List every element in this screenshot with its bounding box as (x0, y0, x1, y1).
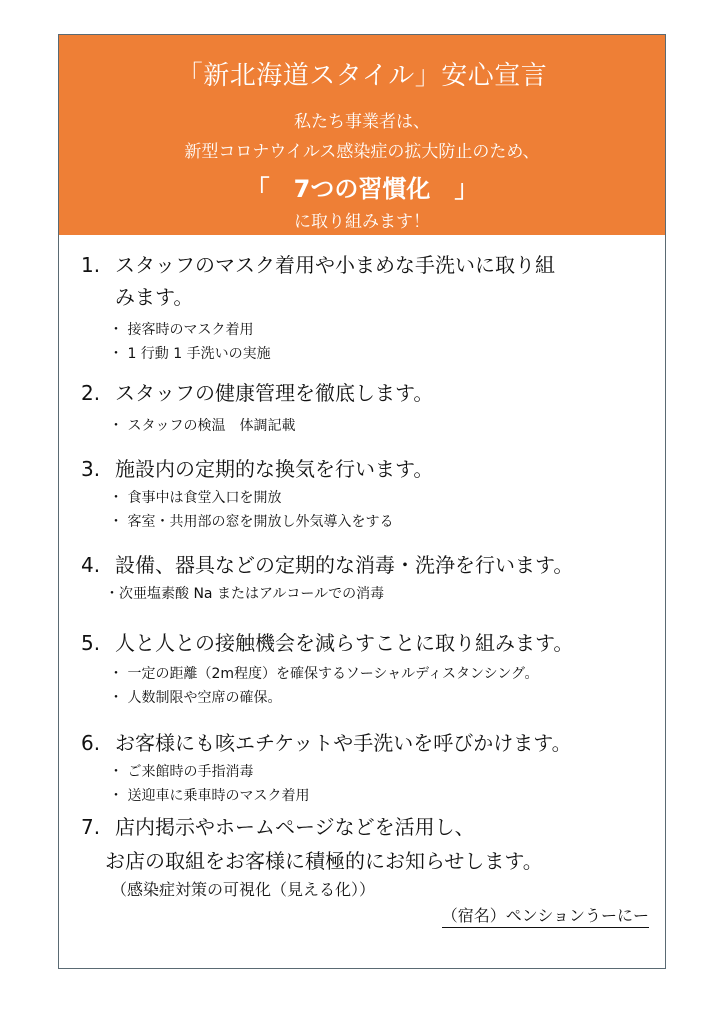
intro-line-2: 新型コロナウイルス感染症の拡大防止のため、 (184, 142, 540, 162)
habit-2-bullet-1: ・ スタッフの検温 体調記載 (109, 418, 296, 434)
habit-1-title (81, 249, 555, 278)
habit-number: 6. (81, 731, 101, 755)
habit-1-continuation: みます。 (115, 285, 194, 309)
habit-4-title (81, 549, 573, 578)
intro-line-4: に取り組みます！ (294, 212, 430, 232)
habit-2-title (81, 377, 433, 406)
habit-number: 3. (81, 457, 101, 481)
habit-1-bullet-1: ・ 接客時のマスク着用 (109, 322, 254, 338)
habit-number: 5. (81, 631, 101, 655)
habit-5-bullet-2: ・ 人数制限や空席の確保。 (109, 690, 282, 706)
habit-6-title (81, 727, 572, 756)
habit-3-bullet-2: ・ 客室・共用部の窓を開放し外気導入をする (109, 514, 394, 530)
habit-7-title (81, 811, 475, 840)
seven-habits-heading: 「 7つの習慣化 」 (245, 175, 479, 203)
habit-number: 7. (81, 815, 101, 839)
habit-text: 設備、器具などの定期的な消毒・洗浄を行います。 (115, 553, 574, 577)
header-banner (59, 35, 665, 235)
habit-text: 施設内の定期的な換気を行います。 (115, 457, 434, 481)
habit-text: お客様にも咳エチケットや手洗いを呼びかけます。 (115, 731, 572, 755)
declaration-poster (58, 34, 666, 969)
habit-text: 人と人との接触機会を減らすことに取り組みます。 (115, 631, 574, 655)
habit-text: スタッフの健康管理を徹底します。 (115, 381, 434, 405)
habit-3-title (81, 453, 433, 482)
habit-1-bullet-2: ・ 1 行動 1 手洗いの実施 (109, 346, 271, 362)
habit-3-bullet-1: ・ 食事中は食堂入口を開放 (109, 490, 282, 506)
habit-text: 店内掲示やホームページなどを活用し、 (115, 815, 475, 839)
habit-text: スタッフのマスク着用や小まめな手洗いに取り組 (115, 253, 555, 277)
intro-line-1: 私たち事業者は、 (294, 112, 430, 132)
inn-name-signature: （宿名）ペンションうーにー (442, 903, 649, 928)
habit-6-bullet-2: ・ 送迎車に乗車時のマスク着用 (109, 788, 310, 804)
habit-number: 2. (81, 381, 101, 405)
poster-title: 「新北海道スタイル」安心宣言 (176, 61, 548, 91)
habit-4-bullet-1: ・次亜塩素酸 Na またはアルコールでの消毒 (105, 586, 385, 602)
habit-7-continuation: お店の取組をお客様に積極的にお知らせします。 (105, 849, 543, 873)
habit-7-note: （感染症対策の可視化（見える化）） (111, 880, 376, 899)
habit-6-bullet-1: ・ ご来館時の手指消毒 (109, 764, 254, 780)
habit-number: 4. (81, 553, 101, 577)
habit-number: 1. (81, 253, 101, 277)
habit-5-bullet-1: ・ 一定の距離（2m程度）を確保するソーシャルディスタンシング。 (109, 666, 539, 682)
habit-5-title (81, 627, 573, 656)
